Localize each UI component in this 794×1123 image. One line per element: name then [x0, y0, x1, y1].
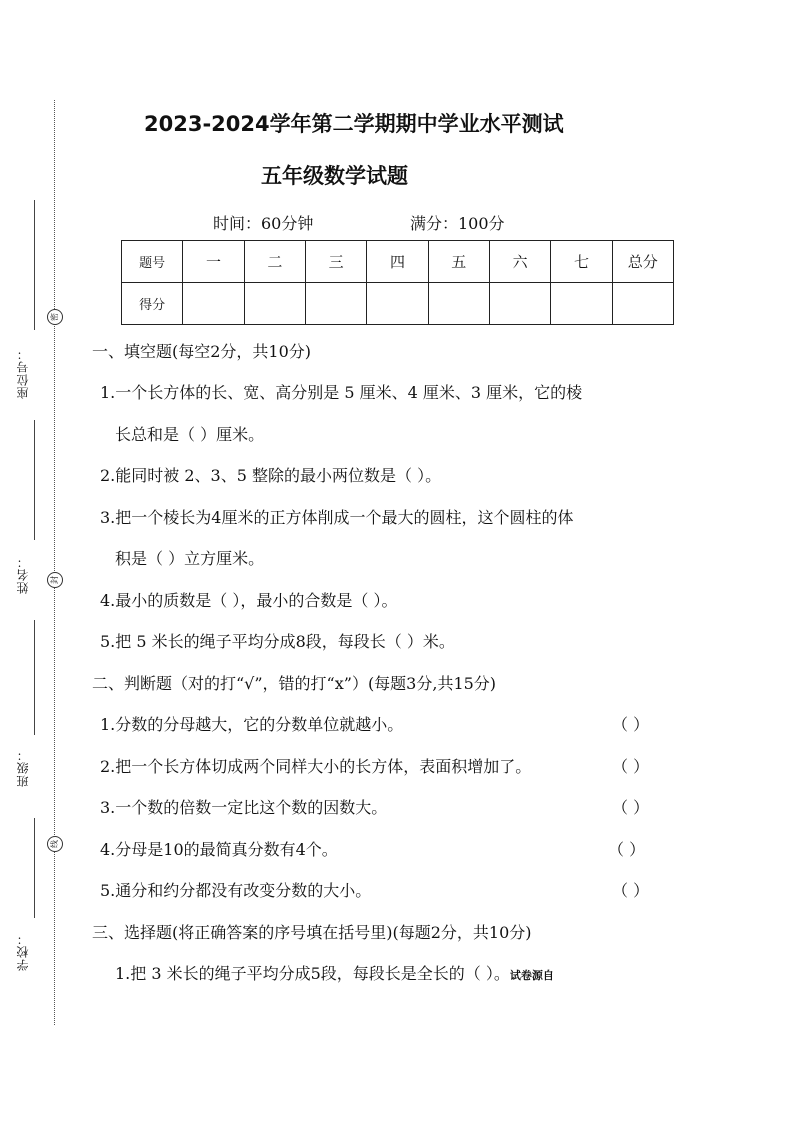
answer-paren: （ ）: [612, 715, 650, 734]
question-line: 长总和是（ ）厘米。: [115, 425, 265, 444]
choice-question-text: 1.把 3 米长的绳子平均分成5段，每段长是全长的（ ）。: [115, 964, 510, 983]
score-table-cell: 总分: [612, 241, 673, 283]
score-table: [121, 240, 674, 325]
score-table-cell: 二: [244, 241, 305, 283]
name-fill-line: [34, 420, 35, 540]
exam-full-score: 满分：100分: [410, 214, 505, 233]
source-note: 试卷源自: [509, 969, 554, 982]
judge-question: 4.分母是10的最简真分数有4个。: [100, 840, 338, 859]
seat-fill-line: [34, 200, 35, 330]
judge-question: 5.通分和约分都没有改变分数的大小。: [100, 881, 372, 900]
judge-question: 1.分数的分母越大，它的分数单位就越小。: [100, 715, 404, 734]
exam-title: 2023-2024学年第二学期期中学业水平测试: [144, 112, 564, 136]
question-line: 4.最小的质数是（ ），最小的合数是（ ）。: [100, 591, 398, 610]
seal-mark-feng: 封: [47, 572, 63, 588]
section-heading: 二、判断题（对的打“√”，错的打“x”）(每题3分,共15分): [92, 674, 497, 693]
question-line: 5.把 5 米长的绳子平均分成8段，每段长（ ）米。: [100, 632, 455, 651]
judge-question: 2.把一个长方体切成两个同样大小的长方体，表面积增加了。: [100, 757, 532, 776]
score-table-score-row: [122, 283, 674, 325]
score-table-cell: 七: [551, 241, 612, 283]
school-fill-line: [34, 818, 35, 918]
seal-mark-xian: 线: [47, 836, 63, 852]
score-table-header-row: [122, 241, 674, 283]
score-table-cell: 四: [367, 241, 428, 283]
score-table-cell: 得分: [122, 283, 183, 325]
class-fill-line: [34, 620, 35, 735]
question-line: 2.能同时被 2、3、5 整除的最小两位数是（ ）。: [100, 466, 442, 485]
score-blank-cell: [367, 283, 428, 325]
score-blank-cell: [428, 283, 489, 325]
answer-paren: （ ）: [608, 840, 646, 859]
answer-paren: （ ）: [612, 881, 650, 900]
score-table-cell: 一: [183, 241, 244, 283]
score-table-cell: 五: [428, 241, 489, 283]
school-label: 学校：: [16, 932, 30, 972]
score-blank-cell: [612, 283, 673, 325]
question-line: 3.把一个棱长为4厘米的正方体削成一个最大的圆柱，这个圆柱的体: [100, 508, 574, 527]
question-line: 1.一个长方体的长、宽、高分别是 5 厘米、4 厘米、3 厘米，它的棱: [100, 383, 583, 402]
score-table-cell: 题号: [122, 241, 183, 283]
section-heading: 一、填空题(每空2分，共10分): [92, 342, 312, 361]
exam-subtitle: 五年级数学试题: [261, 164, 408, 188]
score-table-cell: 六: [489, 241, 550, 283]
seal-mark-mi: 密: [47, 309, 63, 325]
score-blank-cell: [183, 283, 244, 325]
answer-paren: （ ）: [612, 757, 650, 776]
name-label: 姓名：: [16, 555, 30, 595]
exam-time: 时间：60分钟: [213, 214, 314, 233]
answer-paren: （ ）: [612, 798, 650, 817]
judge-question: 3.一个数的倍数一定比这个数的因数大。: [100, 798, 388, 817]
score-blank-cell: [489, 283, 550, 325]
score-blank-cell: [305, 283, 366, 325]
score-blank-cell: [551, 283, 612, 325]
section-heading: 三、选择题(将正确答案的序号填在括号里)(每题2分，共10分): [92, 923, 532, 942]
class-label: 班级：: [16, 748, 30, 788]
score-blank-cell: [244, 283, 305, 325]
binding-dotted-line: [54, 100, 55, 1025]
score-table-cell: 三: [305, 241, 366, 283]
seat-label: 座位号：: [16, 347, 30, 399]
choice-question: [115, 961, 554, 984]
question-line: 积是（ ）立方厘米。: [115, 549, 265, 568]
